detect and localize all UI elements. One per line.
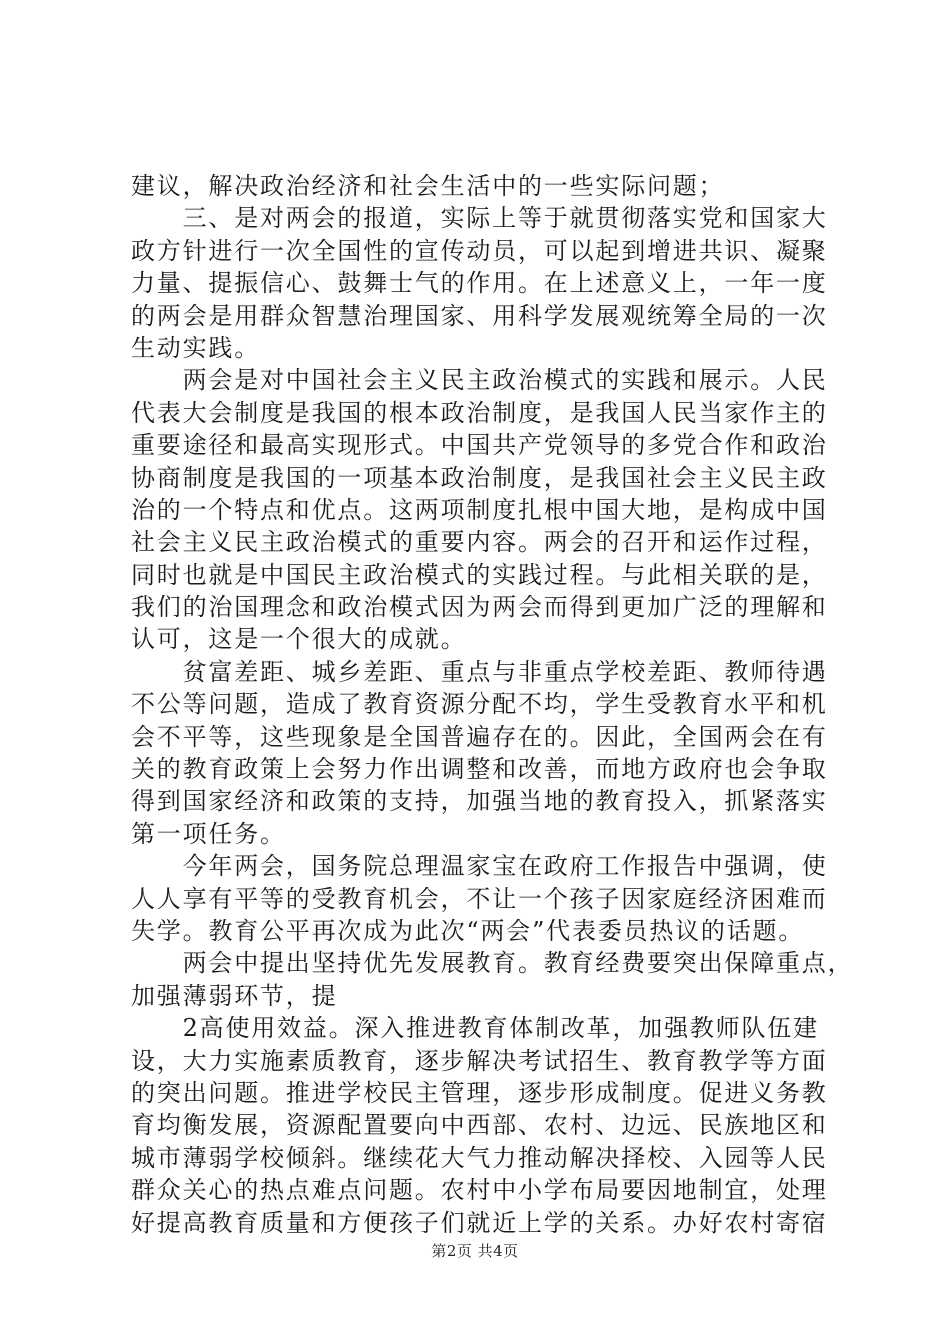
text-line: 2高使用效益。深入推进教育体制改革，加强教师队伍建 [131,1014,819,1043]
document-body [131,170,854,1239]
text-line: 生动实践。 [131,333,260,362]
text-line: 重要途径和最高实现形式。中国共产党领导的多党合作和政治 [131,431,828,460]
text-line: 城市薄弱学校倾斜。继续花大气力推动解决择校、入园等人民 [131,1143,828,1172]
text-line: 人人享有平等的受教育机会，不让一个孩子因家庭经济困难而 [131,884,828,913]
text-line: 的突出问题。推进学校民主管理，逐步形成制度。促进义务教 [131,1078,828,1107]
text-line: 政方针进行一次全国性的宣传动员，可以起到增进共识、凝聚 [131,236,828,265]
text-line: 三、是对两会的报道，实际上等于就贯彻落实党和国家大 [131,204,828,233]
text-line: 力量、提振信心、鼓舞士气的作用。在上述意义上，一年一度 [131,269,828,298]
text-line: 贫富差距、城乡差距、重点与非重点学校差距、教师待遇 [131,657,828,686]
text-line: 的两会是用群众智慧治理国家、用科学发展观统筹全局的一次 [131,301,828,330]
text-line: 社会主义民主政治模式的重要内容。两会的召开和运作过程， [131,528,828,557]
text-line: 我们的治国理念和政治模式因为两会而得到更加广泛的理解和 [131,593,828,622]
text-line: 同时也就是中国民主政治模式的实践过程。与此相关联的是， [131,560,828,589]
text-line: 加强薄弱环节，提 [131,981,338,1010]
text-line: 认可，这是一个很大的成就。 [131,625,467,654]
text-line: 会不平等，这些现象是全国普遍存在的。因此，全国两会在有 [131,722,828,751]
text-line: 得到国家经济和政策的支持，加强当地的教育投入，抓紧落实 [131,787,828,816]
text-line: 设，大力实施素质教育，逐步解决考试招生、教育教学等方面 [131,1046,828,1075]
text-line: 第一项任务。 [131,819,286,848]
text-line: 失学。教育公平再次成为此次“两会”代表委员热议的话题。 [131,916,805,945]
text-line: 治的一个特点和优点。这两项制度扎根中国大地，是构成中国 [131,495,828,524]
text-line: 两会中提出坚持优先发展教育。教育经费要突出保障重点， [131,949,854,978]
text-line: 代表大会制度是我国的根本政治制度，是我国人民当家作主的 [131,398,828,427]
text-line: 两会是对中国社会主义民主政治模式的实践和展示。人民 [131,366,828,395]
text-line: 好提高教育质量和方便孩子们就近上学的关系。办好农村寄宿 [131,1208,828,1237]
text-line: 关的教育政策上会努力作出调整和改善，而地方政府也会争取 [131,755,828,784]
text-line: 建议，解决政治经济和社会生活中的一些实际问题； [131,172,725,200]
page-footer: 第2页 共4页 [431,1242,519,1260]
text-line: 育均衡发展，资源配置要向中西部、农村、边远、民族地区和 [131,1111,828,1140]
text-line: 群众关心的热点难点问题。农村中小学布局要因地制宜，处理 [131,1176,828,1205]
text-line: 协商制度是我国的一项基本政治制度，是我国社会主义民主政 [131,463,828,492]
text-line: 不公等问题，造成了教育资源分配不均，学生受教育水平和机 [131,690,828,719]
text-line: 今年两会，国务院总理温家宝在政府工作报告中强调，使 [131,852,828,881]
